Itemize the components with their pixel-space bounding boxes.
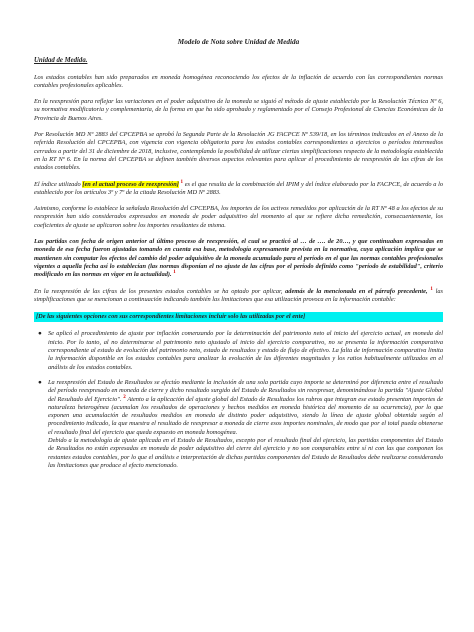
highlighted-note: [en el actual proceso de reexpresión] [82,180,179,188]
paragraph-7 [34,288,443,305]
paragraph-2: En la reexpresión para reflejar las variaciones en el poder adquisitivo de la moneda se siguió el método de ajuste establecido por la Resolución Técnica Nº 6, su normativa modificatoria y complementaria, de la forma en que ha sido aprobado y reglamentado por el Consejo Profesional de Ciencias Económicas de la Provincia de Buenos Aires. [34,98,443,122]
list-item-text-cont: Atento a la aplicación del ajuste global del Estado de Resultados los rubros que integran ese estado presentan importes de naturaleza heterogénea (acumulan los resultados de operaciones y hechos medidos en moneda histórica del momento de su ocurrencia), por lo que exponen una acumulación de resultados medidos en moneda de distinto poder adquisitivo, siendo la línea de ajuste global obtenida según el procedimiento indicado, la que muestra el resultado de reexpresar a moneda de cierre esos importes nominales, de modo que por el total pueda obtenerse el resultado final del ejercicio que queda expuesto en moneda homogénea. [48,395,443,436]
list-item-text-cont: Debido a la metodología de ajuste aplicada en el Estado de Resultados, excepto por el resultado final del ejercicio, las partidas componentes del Estado de Resultados no están expresadas en moneda de poder adquisitivo del cierre del ejercicio y no son comparables entre sí ni con las que componen los restantes estados contables, por lo que el análisis e interpretación de dichas partidas componentes del Estado de Resultados debe realizarse considerando las limitaciones que produce el efecto mencionado. [48,436,443,469]
paragraph-6 [34,238,443,279]
paragraph-7-rest: las simplificaciones que se mencionan a continuación indicando también las limitaciones que esa utilización provoca en la información contable: [34,287,444,303]
paragraph-7-lead: En la reexpresión de las cifras de los presentes estados contables se ha optado por aplicar, [34,287,286,295]
bullet-icon: ● [38,378,42,386]
bullet-icon: ● [38,330,42,338]
paragraph-4-rest: es el que resulta de la combinación del IPIM y del índice elaborado por la FACPCE, de acuerdo a lo establecido por los artículos 3º y 7º de la citada Resolución MD Nº 2883. [34,180,444,196]
list-item-text: Se aplicó el procedimiento de ajuste por inflación comenzando por la determinación del patrimonio neto al inicio del ejercicio actual, en moneda del inicio. Por lo tanto, al no determinarse el patrimonio neto ajustado al inicio del ejercicio comparativo, no se presenta la información comparativa correspondiente al estado de evolución del patrimonio neto, estado de resultados y estado de flujo de efectivo. La falta de información comparativa limita la información disponible en los estados contables para analizar la evolución de las diferentes magnitudes y los ratios habitualmente utilizados en el análisis de los estados contables. [48,330,443,371]
paragraph-1: Los estados contables han sido preparados en moneda homogénea reconociendo los efectos de la inflación de acuerdo con las correspondientes normas contables profesionales aplicables. [34,73,443,89]
footnote-marker[interactable]: 1 [430,286,433,292]
paragraph-4-lead: El índice utilizado [34,180,83,188]
paragraph-3: Por Resolución MD Nº 2883 del CPCEPBA se aprobó la Segunda Parte de la Resolución JG FACPCE Nº 539/18, en los términos indicados en el Anexo de la referida Resolución del CPCEPBA, con vigencia con vigencia obligatoria para los estados contables correspondientes a ejercicios o períodos intermedios cerrados a partir del 31 de diciembre de 2018, inclusive, contemplando la posibilidad de utilizar ciertas simplificaciones respecto de la metodología establecida en la RT Nº 6. En la norma del CPCEPBA se definen también diversos aspectos relevantes para aplicar el procedimiento de reexpresión de las cifras de los estados contables. [34,131,443,172]
list-item [38,330,443,371]
list-item-text: La reexpresión del Estado de Resultados se efectúo mediante la inclusión de una sola partida cuyo importe se determinó por diferencia entre el resultado del período reexpresado en moneda de cierre y dicho resultado surgido del Estado de Resultados sin reexpresar, denominándose la partida "Ajuste Global del Resultado del Ejercicio". [48,378,443,403]
paragraph-6-text: Las partidas con fecha de origen anterior al último proceso de reexpresión, el cual se practicó al … de …. de 20…, y que continuaban expresadas en moneda de esa fecha fueron ajustadas tomando en cuenta esa base, metodología expresamente prevista en la normativa, cuya aplicación implica que se mantienen sin computar los efectos del cambio del poder adquisitivo de la moneda acumulado para el período en el que las normas contables profesionales vigentes a aquella fecha así lo establecían (las normas disponían el no ajuste de las cifras por el período definido como "período de estabilidad", criterio modificado en las normas en vigor en la actualidad). [34,238,443,279]
options-instruction-bar: [De las siguientes opciones con sus correspondientes limitaciones incluir solo las utilizadas por el ente] [34,312,443,322]
paragraph-5: Asimismo, conforme lo establece la señalada Resolución del CPCEPBA, los importes de los activos remedidos por aplicación de la RT Nº 48 a los efectos de su reexpresión han sido considerados expresados en moneda de poder adquisitivo del momento al que se refiere dicha remedición, consecuentemente, los coeficientes de ajuste se aplicaron sobre los importes resultantes de misma. [34,205,443,229]
section-heading: Unidad de Medida. [34,57,88,65]
footnote-marker[interactable]: 1 [173,270,176,276]
paragraph-7-emphasis: además de la mencionada en el párrafo precedente, [285,287,428,295]
options-list [34,330,443,470]
list-item [38,378,443,470]
footnote-marker[interactable]: 2 [123,394,126,400]
footnote-marker[interactable]: 1 [180,179,184,185]
document-title: Modelo de Nota sobre Unidad de Medida [177,38,300,46]
paragraph-4 [34,181,443,198]
